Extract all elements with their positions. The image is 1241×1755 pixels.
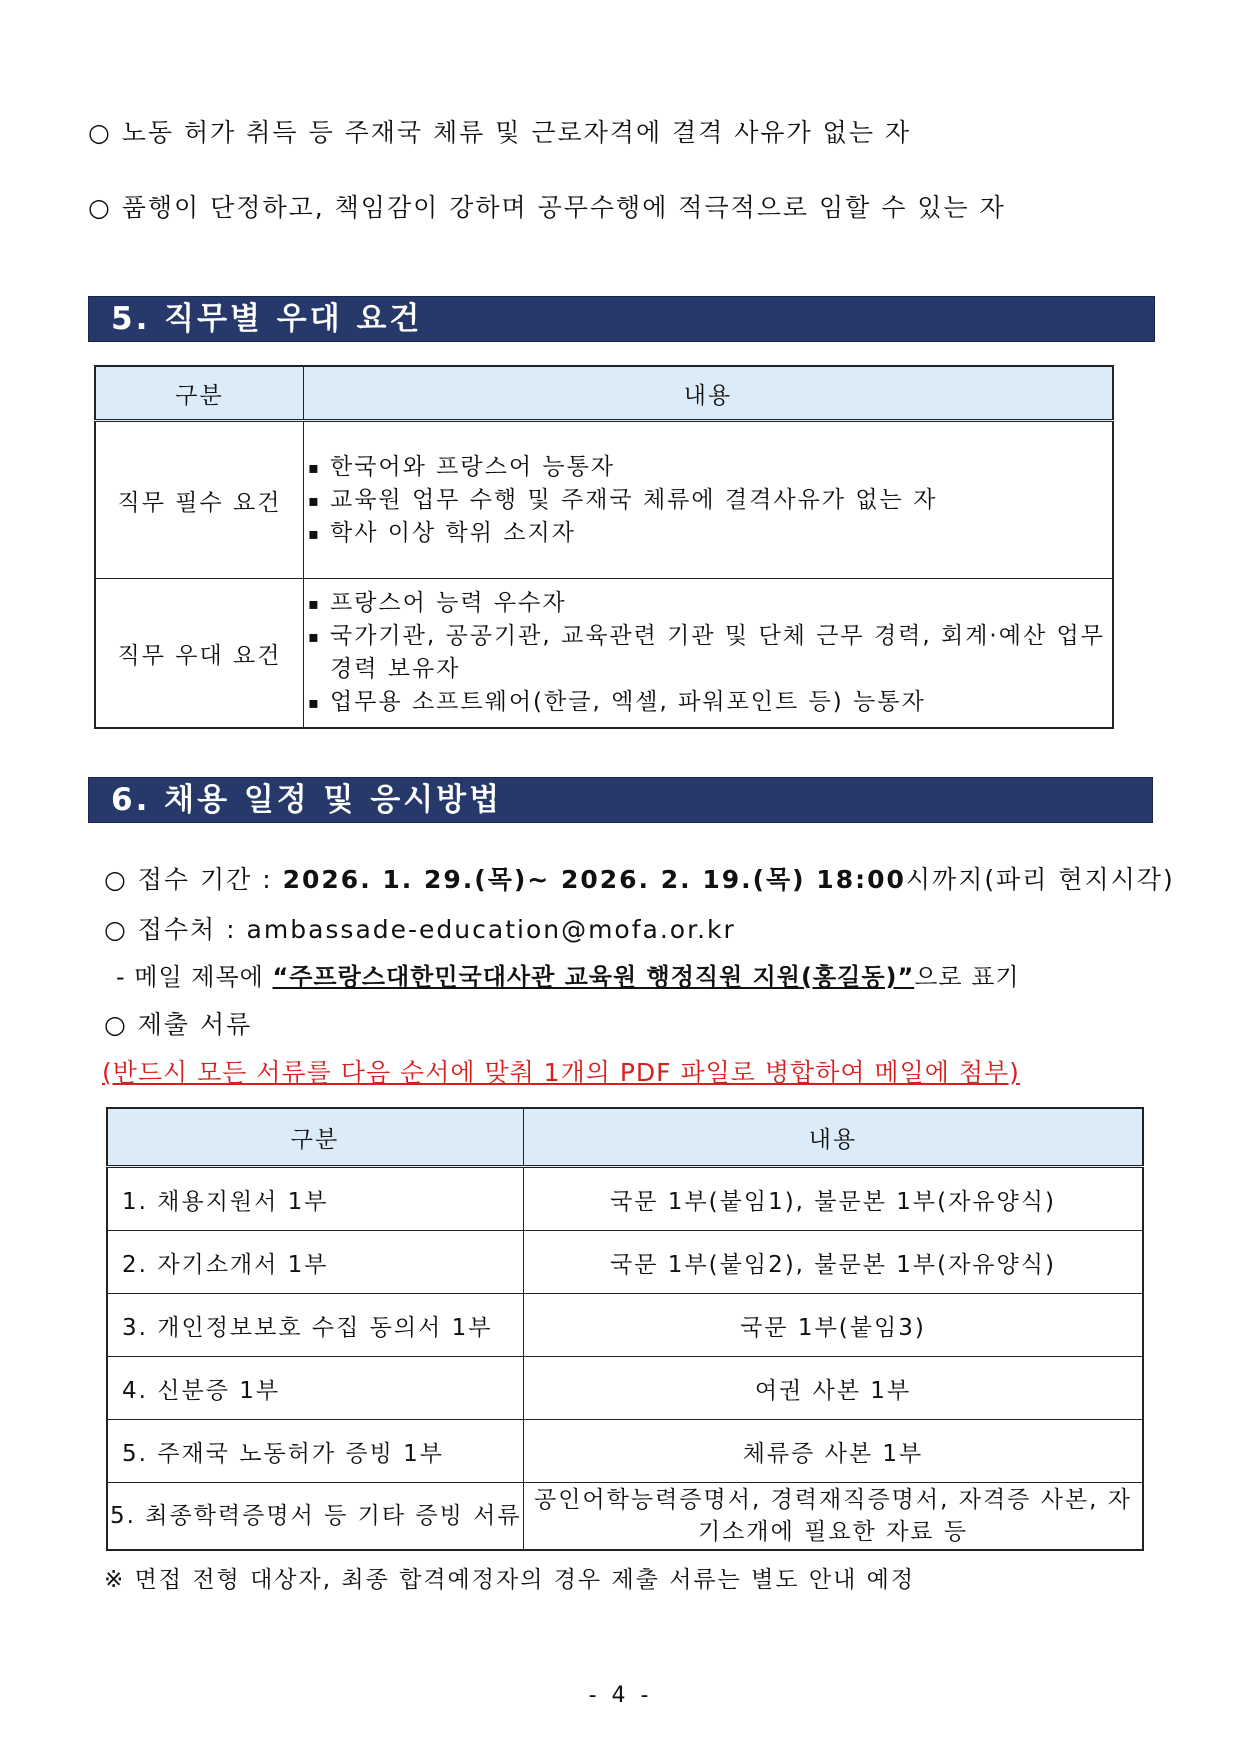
documents-header-col2: 내용 xyxy=(524,1108,1144,1167)
document-name: 2. 자기소개서 1부 xyxy=(107,1231,524,1294)
subject-prefix: - 메일 제목에 xyxy=(116,963,273,991)
table-row xyxy=(107,1294,1143,1357)
document-name: 4. 신분증 1부 xyxy=(107,1357,524,1420)
email-subject-line xyxy=(116,957,1020,992)
requirements-header-row xyxy=(95,366,1113,421)
documents-header-row xyxy=(107,1108,1143,1167)
document-name: 5. 주재국 노동허가 증빙 1부 xyxy=(107,1420,524,1483)
requirements-header-col1: 구분 xyxy=(95,366,304,421)
table-row xyxy=(95,579,1113,729)
table-row xyxy=(107,1167,1143,1231)
list-item: ▪ 한국어와 프랑스어 능통자 xyxy=(308,451,1112,484)
list-item: ▪ 학사 이상 학위 소지자 xyxy=(308,517,1112,550)
requirement-items xyxy=(304,579,1114,729)
table-row xyxy=(107,1231,1143,1294)
document-name: 1. 채용지원서 1부 xyxy=(107,1167,524,1231)
list-item: ▪ 국가기관, 공공기관, 교육관련 기관 및 단체 근무 경력, 회계·예산 업무 경력 보유자 xyxy=(308,620,1112,686)
requirement-items xyxy=(304,421,1114,579)
requirements-header-col2: 내용 xyxy=(304,366,1114,421)
requirements-table xyxy=(94,365,1114,729)
requirement-label: 직무 필수 요건 xyxy=(95,421,304,579)
page-number: - 4 - xyxy=(588,1683,653,1708)
subject-suffix: 으로 표기 xyxy=(914,963,1020,991)
table-row xyxy=(107,1420,1143,1483)
documents-note: (반드시 모든 서류를 다음 순서에 맞춰 1개의 PDF 파일로 병합하여 메일에 첨부) xyxy=(102,1058,1020,1087)
intro-item-1: ○ 노동 허가 취득 등 주재국 체류 및 근로자격에 결격 사유가 없는 자 xyxy=(88,118,912,147)
document-detail: 국문 1부(붙임1), 불문본 1부(자유양식) xyxy=(524,1167,1144,1231)
documents-label: ○ 제출 서류 xyxy=(104,1010,253,1039)
application-period xyxy=(104,860,1175,896)
table-row xyxy=(107,1357,1143,1420)
document-name: 3. 개인정보보호 수집 동의서 1부 xyxy=(107,1294,524,1357)
subject-value: “주프랑스대한민국대사관 교육원 행정직원 지원(홍길동)” xyxy=(272,963,915,991)
list-item: ▪ 업무용 소프트웨어(한글, 엑셀, 파워포인트 등) 능통자 xyxy=(308,686,1112,719)
section6-title: 6. 채용 일정 및 응시방법 xyxy=(88,777,1153,823)
table-row xyxy=(107,1483,1143,1551)
document-detail: 국문 1부(붙임2), 불문본 1부(자유양식) xyxy=(524,1231,1144,1294)
document-detail: 공인어학능력증명서, 경력재직증명서, 자격증 사본, 자기소개에 필요한 자료 등 xyxy=(524,1483,1144,1551)
list-item: ▪ 교육원 업무 수행 및 주재국 체류에 결격사유가 없는 자 xyxy=(308,484,1112,517)
document-detail: 체류증 사본 1부 xyxy=(524,1420,1144,1483)
footnote: ※ 면접 전형 대상자, 최종 합격예정자의 경우 제출 서류는 별도 안내 예정 xyxy=(104,1567,916,1593)
email-line: ○ 접수처 : ambassade-education@mofa.or.kr xyxy=(104,915,736,944)
requirement-label: 직무 우대 요건 xyxy=(95,579,304,729)
period-value: 2026. 1. 29.(목)~ 2026. 2. 19.(목) 18:00 xyxy=(282,865,906,894)
document-name: 5. 최종학력증명서 등 기타 증빙 서류 xyxy=(107,1483,524,1551)
document-detail: 여권 사본 1부 xyxy=(524,1357,1144,1420)
section5-title: 5. 직무별 우대 요건 xyxy=(88,296,1155,342)
document-detail: 국문 1부(붙임3) xyxy=(524,1294,1144,1357)
list-item: ▪ 프랑스어 능력 우수자 xyxy=(308,587,1112,620)
table-row xyxy=(95,421,1113,579)
period-label: ○ 접수 기간 : xyxy=(104,865,283,894)
documents-table xyxy=(106,1107,1144,1551)
intro-item-2: ○ 품행이 단정하고, 책임감이 강하며 공무수행에 적극적으로 임할 수 있는 자 xyxy=(88,193,1006,222)
documents-header-col1: 구분 xyxy=(107,1108,524,1167)
period-suffix: 시까지(파리 현지시각) xyxy=(905,865,1175,894)
